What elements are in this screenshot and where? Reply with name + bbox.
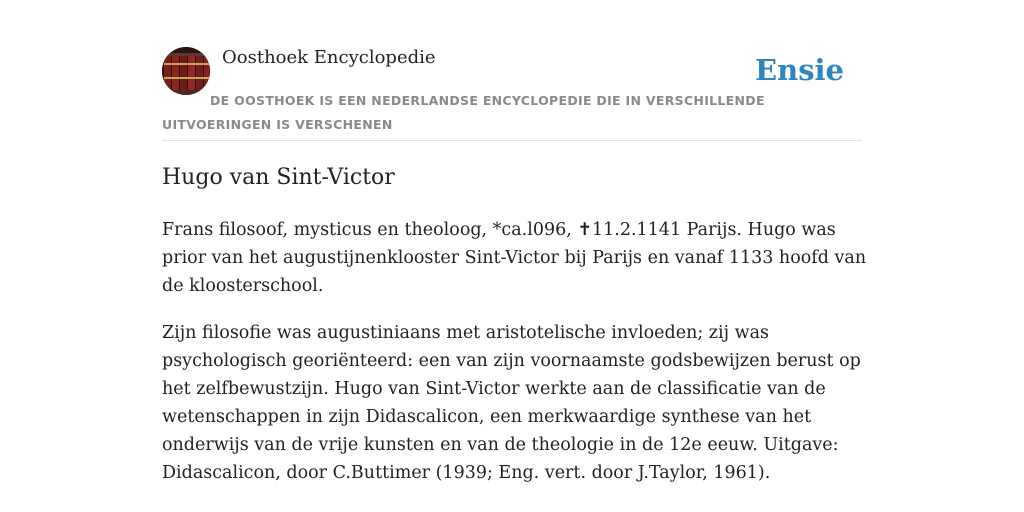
site-name[interactable]: Oosthoek Encyclopedie (222, 47, 436, 68)
article-paragraph: Zijn filosofie was augustiniaans met aristotelische invloeden; zij was psychologisch georiënteerd: een van zijn voornaamste godsbewijzen berust op het zelfbewustzijn. Hugo van Sint-Victor werkte aan de classificatie van de wetenschappen in zijn Didascalicon, een merkwaardige synthese van het onderwijs van de vrije kunsten en van de theologie in de 12e eeuw. Uitgave: Didascalicon, door C.Buttimer (1939; Eng. vert. door J.Taylor, 1961). (162, 323, 861, 483)
article-title: Hugo van Sint-Victor (162, 165, 395, 190)
article-body (162, 216, 867, 506)
article-paragraph: Frans filosoof, mysticus en theoloog, *ca.l096, ✝11.2.1141 Parijs. Hugo was prior van het augustijnenklooster Sint-Victor bij Parijs en vanaf 1133 hoofd van de kloosterschool. (162, 220, 867, 296)
brand-logo[interactable]: Ensie (755, 53, 844, 87)
site-header (162, 44, 862, 141)
encyclopedia-books-avatar[interactable] (162, 47, 210, 95)
books-icon (162, 47, 210, 95)
site-tagline: DE OOSTHOEK IS EEN NEDERLANDSE ENCYCLOPEDIE DIE IN VERSCHILLENDE UITVOERINGEN IS VERSCHENEN (162, 93, 765, 132)
